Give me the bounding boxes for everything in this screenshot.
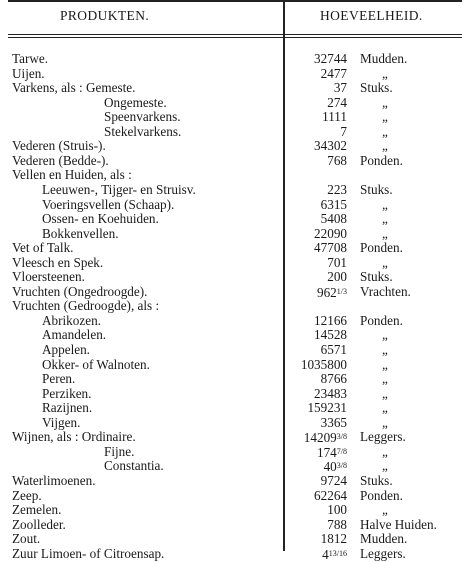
table-row [0,387,470,401]
product-label: Zeep. [12,487,42,503]
quantity-value: 100 [327,502,347,518]
product-label: Vellen en Huiden, als : [12,167,132,183]
table-row [0,270,470,284]
unit-label: „ [382,356,388,372]
unit-label: „ [382,196,388,212]
product-label: Vederen (Struis-). [12,138,106,154]
product-label: Amandelen. [42,327,107,343]
product-label: Appelen. [42,342,90,357]
quantity-value: 37 [333,80,347,96]
unit-label: „ [382,254,388,270]
quantity-value: 12166 [314,312,347,328]
table-row [0,343,470,357]
quantity-value: 47708 [314,240,347,256]
product-label: Peren. [42,371,76,387]
table-row [0,198,470,212]
product-label: Varkens, als : Gemeste. [12,80,136,96]
product-label: Ossen- en Koehuiden. [42,211,159,227]
product-label: Voeringsvellen (Schaap). [42,196,175,212]
quantity-value: $4^{13/16}$ [322,546,347,562]
table-row [0,474,470,488]
table-row [0,168,470,182]
unit-label: Stuks. [360,181,393,197]
table-row [0,503,470,517]
table-row [0,445,470,459]
product-label: Uijen. [12,65,45,81]
unit-label: „ [382,414,388,430]
unit-label: Mudden. [360,531,408,547]
product-label: Speenvarkens. [104,109,181,125]
table-row [0,299,470,313]
quantity-value: 8766 [320,371,347,387]
table-row [0,547,470,561]
unit-label: „ [382,65,388,81]
product-label: Constantia. [104,458,164,474]
quantity-value: 32744 [314,51,347,66]
table-row [0,328,470,342]
header-hoeveelheid: HOEVEELHEID. [320,8,423,23]
unit-label: Ponden. [360,240,403,256]
quantity-value: 274 [327,94,347,110]
unit-label: „ [382,109,388,125]
table-row [0,139,470,153]
table-row [0,256,470,270]
quantity-value: 7 [340,123,347,139]
table-row [0,241,470,255]
quantity-value: 22090 [314,225,347,241]
unit-label: Vrachten. [360,283,411,299]
table-row [0,416,470,430]
quantity-value: 768 [327,152,347,168]
unit-label: Halve Huiden. [360,516,437,532]
product-label: Perziken. [42,385,92,401]
header-rule-double [8,37,462,38]
table-row [0,212,470,226]
quantity-fraction: 7/8 [336,446,347,456]
quantity-value: 6315 [320,196,347,212]
unit-label: Stuks. [360,472,393,488]
product-label: Zoolleder. [12,516,66,532]
product-label: Stekelvarkens. [104,123,182,139]
product-label: Vet of Talk. [12,240,74,256]
quantity-value: 5408 [320,211,347,227]
table-row [0,110,470,124]
quantity-value: 159231 [307,400,347,416]
product-label: Vruchten (Gedroogde), als : [12,298,160,314]
quantity-value: 6571 [320,342,347,357]
quantity-value: $14209^{3/8}$ [303,430,347,446]
unit-label: „ [382,94,388,110]
table-row [0,67,470,81]
table-row [0,358,470,372]
unit-label: Stuks. [360,269,393,285]
quantity-value: 14528 [314,327,347,343]
quantity-fraction: 13/16 [328,548,347,558]
quantity-value: 1111 [322,109,347,125]
unit-label: „ [382,342,388,357]
unit-label: Ponden. [360,152,403,168]
unit-label: „ [382,123,388,139]
table-row [0,154,470,168]
header-rule [8,34,462,35]
product-label: Waterlimoenen. [12,472,96,488]
product-label: Vruchten (Ongedroogde). [12,283,148,299]
unit-label: „ [382,400,388,416]
quantity-value: $40^{3/8}$ [323,459,347,475]
table-row [0,125,470,139]
quantity-value: 2477 [320,65,347,81]
table-row [0,285,470,299]
quantity-value: 200 [327,269,347,285]
quantity-value: 223 [327,181,347,197]
quantity-value: 3365 [320,414,347,430]
quantity-value: 788 [327,516,347,532]
table-row [0,81,470,95]
table-row [0,489,470,503]
table-row [0,183,470,197]
quantity-value: 701 [327,254,347,270]
unit-label: „ [382,138,388,154]
header-produkten: PRODUKTEN. [60,8,150,23]
product-label: Zuur Limoen- of Citroensap. [12,545,165,561]
unit-label: „ [382,502,388,518]
table-row [0,372,470,386]
product-label: Zemelen. [12,502,62,518]
quantity-value: $174^{7/8}$ [316,444,347,460]
product-label: Vijgen. [42,414,81,430]
table-row [0,430,470,444]
unit-label: „ [382,443,388,459]
top-rule [8,0,462,2]
unit-label: Stuks. [360,80,393,96]
quantity-value: 34302 [314,138,347,154]
quantity-value: 1812 [320,531,347,547]
quantity-value: 23483 [314,385,347,401]
quantity-fraction: 3/8 [336,461,347,471]
quantity-value: 1035800 [300,356,347,372]
product-label: Vloersteenen. [12,269,85,285]
quantity-fraction: 1/3 [336,286,347,296]
unit-label: Leggers. [360,545,406,561]
quantity-value: $962^{1/3}$ [316,284,347,300]
unit-label: „ [382,371,388,387]
product-label: Bokkenvellen. [42,225,119,241]
product-label: Tarwe. [12,51,49,66]
product-label: Zout. [12,531,41,547]
product-label: Okker- of Walnoten. [42,356,150,372]
product-label: Abrikozen. [42,312,101,328]
table-row [0,96,470,110]
unit-label: „ [382,211,388,227]
table-row [0,227,470,241]
unit-label: „ [382,225,388,241]
quantity-fraction: 3/8 [336,432,347,442]
table-row [0,52,470,66]
product-label: Leeuwen-, Tijger- en Struisv. [42,181,196,197]
product-label: Razijnen. [42,400,93,416]
quantity-value: 62264 [314,487,347,503]
unit-label: Mudden. [360,51,408,66]
table-row [0,518,470,532]
product-label: Fijne. [104,443,135,459]
unit-label: „ [382,385,388,401]
product-label: Wijnen, als : Ordinaire. [12,429,136,445]
unit-label: Ponden. [360,487,403,503]
unit-label: „ [382,458,388,474]
product-label: Ongemeste. [104,94,167,110]
unit-label: „ [382,327,388,343]
table-row [0,459,470,473]
table-row [0,532,470,546]
quantity-value: 9724 [320,472,347,488]
table-row [0,401,470,415]
product-label: Vederen (Bedde-). [12,152,109,168]
table-row [0,314,470,328]
product-label: Vleesch en Spek. [12,254,104,270]
unit-label: Ponden. [360,312,403,328]
unit-label: Leggers. [360,429,406,445]
